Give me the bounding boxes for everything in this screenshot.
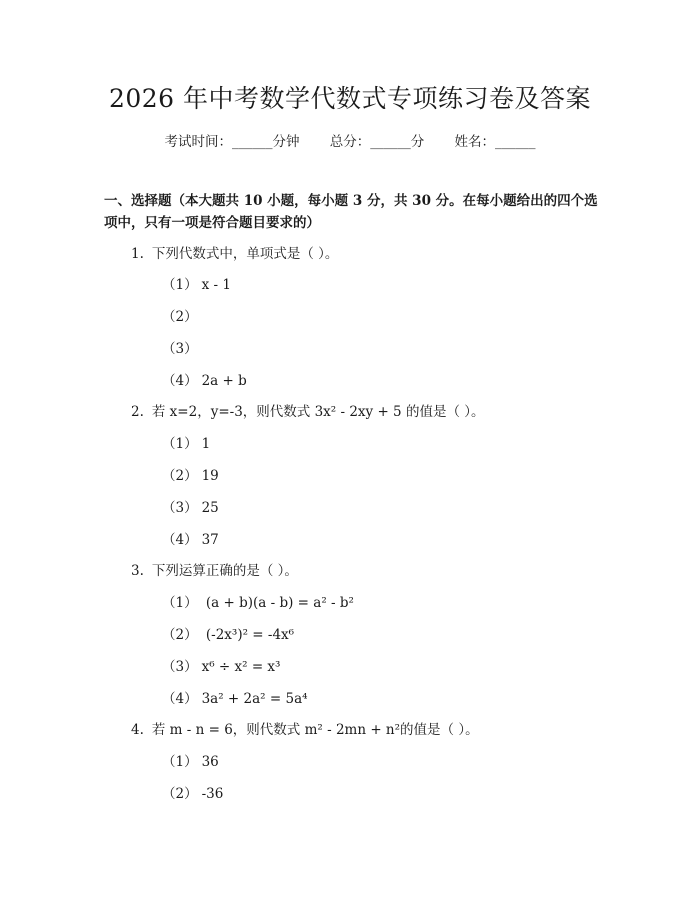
question-3-option-1 <box>162 593 354 613</box>
option-label: （2） <box>162 786 198 802</box>
option-label: （2） <box>162 468 198 484</box>
question-3-option-4 <box>162 689 308 709</box>
question-3-option-2 <box>162 625 294 645</box>
section-heading: 一、选择题（本大题共 10 小题，每小题 3 分，共 30 分。在每小题给出的四个选项中，只有一项是符合题目要求的） <box>104 193 598 231</box>
option-label: （1） <box>162 595 198 611</box>
question-3-option-3 <box>162 657 280 677</box>
question-2-option-4 <box>162 530 219 550</box>
option-text: 37 <box>201 532 219 548</box>
option-label: （3） <box>162 659 198 675</box>
question-3 <box>131 561 298 581</box>
question-text: 下列运算正确的是（ ）。 <box>151 563 298 579</box>
option-label: （1） <box>162 436 198 452</box>
student-name: 姓名：______ <box>454 134 536 150</box>
option-label: （1） <box>162 277 198 293</box>
option-text: x⁶ ÷ x² = x³ <box>201 659 281 675</box>
question-4 <box>131 720 479 740</box>
option-text: x - 1 <box>201 277 231 293</box>
question-2-option-2 <box>162 466 219 486</box>
question-4-option-2 <box>162 784 223 804</box>
option-text: (-2x³)² = -4x⁶ <box>201 627 295 643</box>
question-2-option-3 <box>162 498 219 518</box>
question-1 <box>131 244 338 264</box>
option-text: 2a + b <box>201 373 247 389</box>
question-text: 若 m - n = 6，则代数式 m² - 2mn + n²的值是（ ）。 <box>151 722 479 738</box>
option-text: -36 <box>201 786 224 802</box>
question-1-option-2 <box>162 307 202 327</box>
option-label: （3） <box>162 500 198 516</box>
option-text: (a + b)(a - b) = a² - b² <box>201 595 354 611</box>
question-text: 下列代数式中，单项式是（ ）。 <box>151 246 339 262</box>
question-text: 若 x=2，y=-3，则代数式 3x² - 2xy + 5 的值是（ ）。 <box>151 404 485 420</box>
question-1-option-3 <box>162 339 202 359</box>
option-text: 3a² + 2a² = 5a⁴ <box>201 691 308 707</box>
option-label: （4） <box>162 532 198 548</box>
option-label: （2） <box>162 309 198 325</box>
question-number: 4. <box>131 722 144 738</box>
page-title: 2026 年中考数学代数式专项练习卷及答案 <box>108 84 592 113</box>
option-text: 1 <box>201 436 211 452</box>
question-4-option-1 <box>162 752 219 772</box>
question-2 <box>131 402 484 422</box>
total-score: 总分：______分 <box>329 134 425 150</box>
question-number: 3. <box>131 563 144 579</box>
exam-time: 考试时间：______分钟 <box>164 134 300 150</box>
option-label: （4） <box>162 691 198 707</box>
option-text: 19 <box>201 468 219 484</box>
question-2-option-1 <box>162 434 210 454</box>
option-label: （3） <box>162 341 198 357</box>
option-label: （2） <box>162 627 198 643</box>
option-text: 25 <box>201 500 219 516</box>
question-number: 1. <box>131 246 144 262</box>
question-number: 2. <box>131 404 144 420</box>
option-label: （1） <box>162 754 198 770</box>
question-1-option-4 <box>162 371 247 391</box>
option-text: 36 <box>201 754 219 770</box>
question-1-option-1 <box>162 275 231 295</box>
option-label: （4） <box>162 373 198 389</box>
exam-meta <box>0 132 700 152</box>
